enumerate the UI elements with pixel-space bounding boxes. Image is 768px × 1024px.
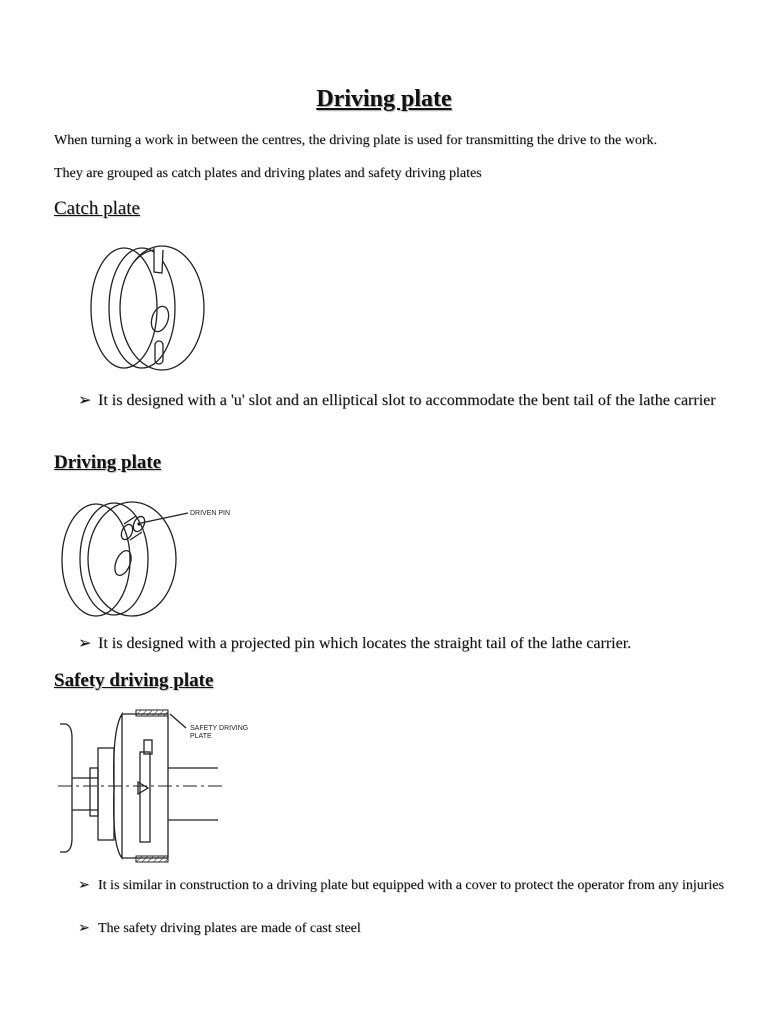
intro-paragraph-2: They are grouped as catch plates and driving plates and safety driving plates xyxy=(54,166,482,181)
driven-pin-label: DRIVEN PIN xyxy=(190,510,231,517)
safety-driving-plate-figure xyxy=(58,708,258,864)
catch-plate-heading: Catch plate xyxy=(54,198,140,219)
driving-plate-bullet xyxy=(78,631,738,656)
catch-plate-figure xyxy=(84,242,212,380)
driving-plate-heading: Driving plate xyxy=(54,452,162,473)
safety-driving-plate-heading: Safety driving plate xyxy=(54,670,214,691)
safety-plate-bullet-2 xyxy=(78,918,738,939)
safety-plate-label-line2: PLATE xyxy=(190,733,212,740)
bullet-text: It is designed with a projected pin which locates the straight tail of the lathe carrier. xyxy=(98,635,632,652)
driving-plate-figure xyxy=(56,496,256,622)
bullet-arrow-icon: ➢ xyxy=(78,635,92,652)
safety-plate-bullet-1 xyxy=(78,875,738,896)
bullet-text: It is designed with a 'u' slot and an elliptical slot to accommodate the bent tail of the lathe carrier xyxy=(98,392,716,409)
bullet-arrow-icon: ➢ xyxy=(78,878,90,893)
safety-plate-label-line1: SAFETY DRIVING xyxy=(190,725,249,732)
bullet-arrow-icon: ➢ xyxy=(78,921,90,936)
bullet-arrow-icon: ➢ xyxy=(78,392,92,409)
bullet-text: The safety driving plates are made of cast steel xyxy=(98,921,361,936)
intro-paragraph-1: When turning a work in between the centres, the driving plate is used for transmitting the drive to the work. xyxy=(54,133,658,148)
bullet-text: It is similar in construction to a driving plate but equipped with a cover to protect the operator from any injuries xyxy=(98,878,724,893)
catch-plate-bullet xyxy=(78,388,738,413)
page-title: Driving plate xyxy=(316,86,452,112)
